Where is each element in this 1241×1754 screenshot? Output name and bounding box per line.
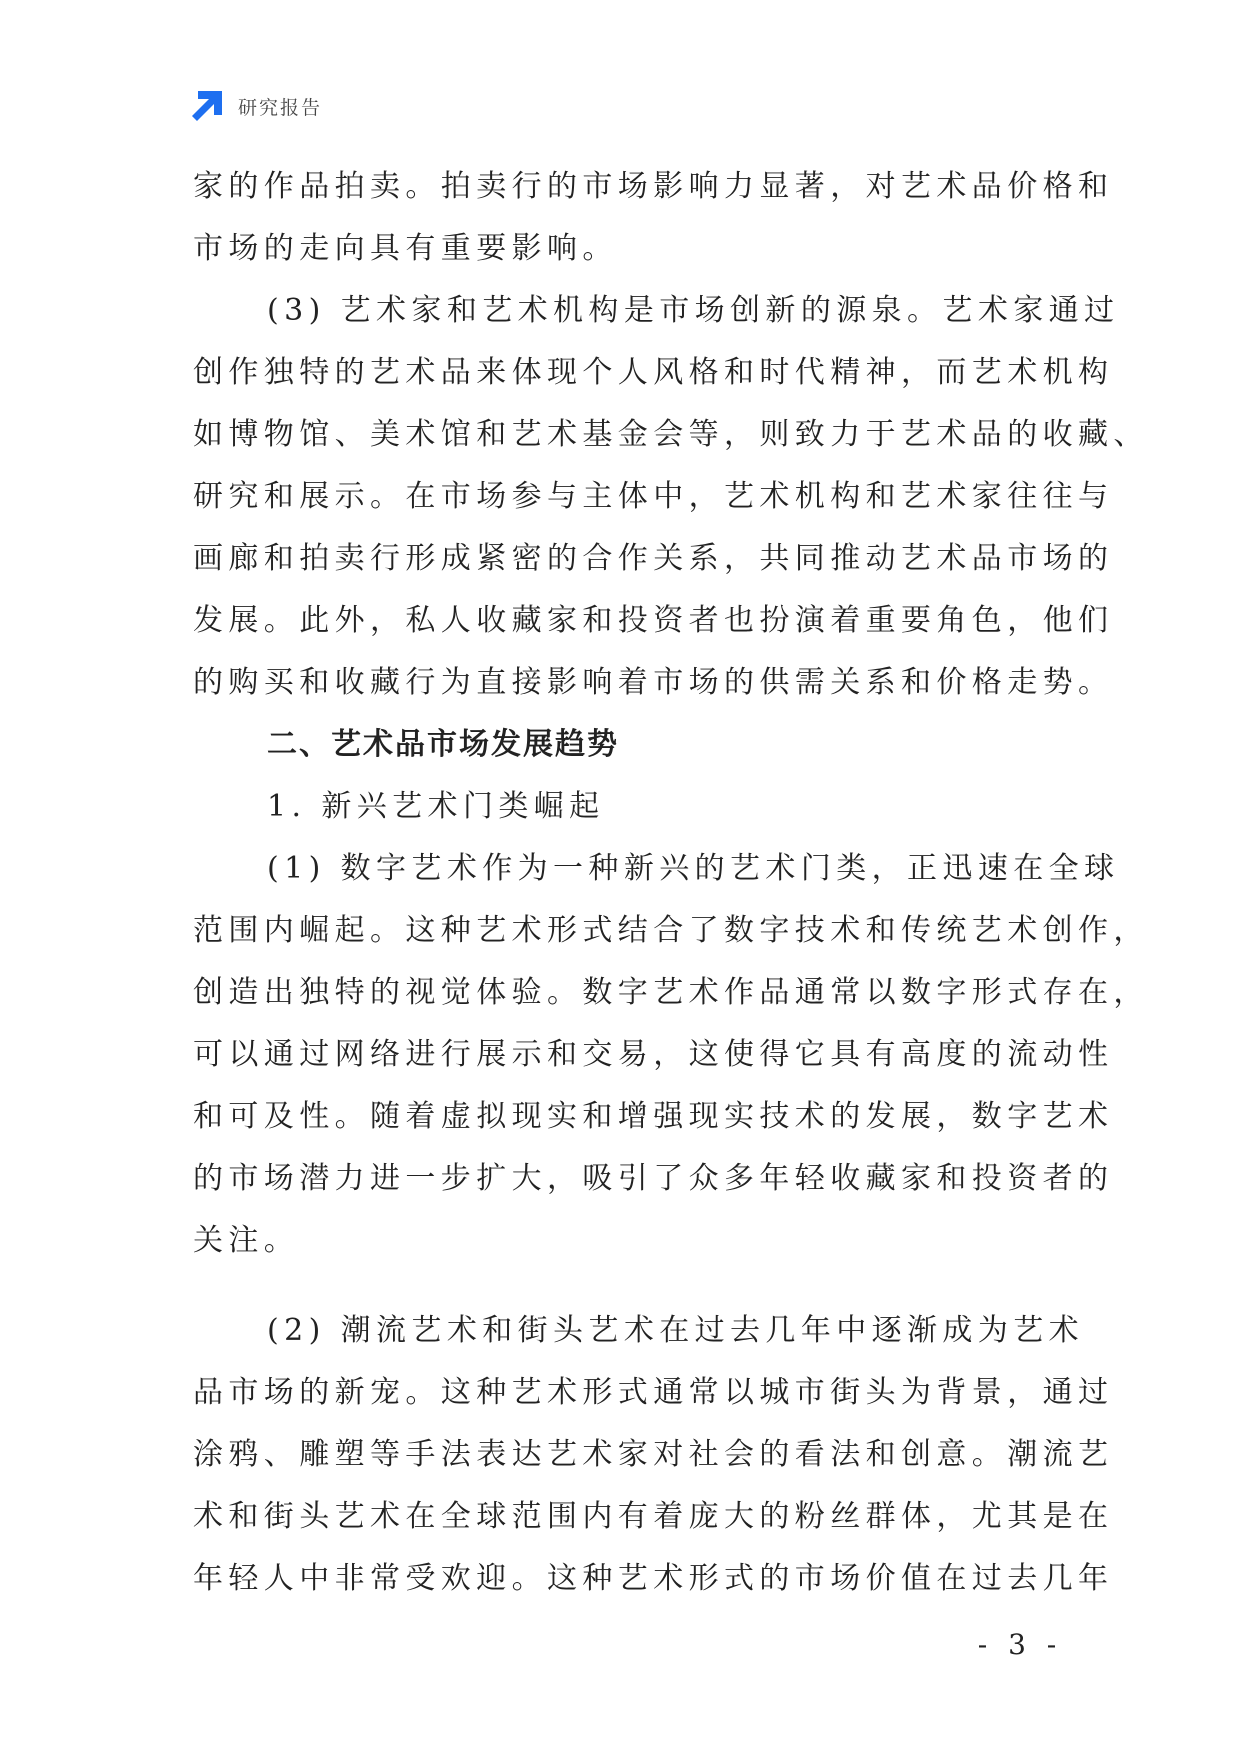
body-line: 关注。 <box>193 1223 300 1258</box>
body-line: 发展。此外，私人收藏家和投资者也扮演着重要角色，他们 <box>193 603 1114 638</box>
body-line: 的购买和收藏行为直接影响着市场的供需关系和价格走势。 <box>193 665 1114 700</box>
body-line: 如博物馆、美术馆和艺术基金会等，则致力于艺术品的收藏、 <box>193 417 1149 452</box>
body-line: 可以通过网络进行展示和交易，这使得它具有高度的流动性 <box>193 1037 1114 1072</box>
report-header <box>190 88 322 124</box>
body-line: 研究和展示。在市场参与主体中，艺术机构和艺术家往往与 <box>193 479 1114 514</box>
body-line: 市场的走向具有重要影响。 <box>193 231 618 266</box>
body-line: 创作独特的艺术品来体现个人风格和时代精神，而艺术机构 <box>193 355 1114 390</box>
body-line: 画廊和拍卖行形成紧密的合作关系，共同推动艺术品市场的 <box>193 541 1114 576</box>
subsection-heading: 1. 新兴艺术门类崛起 <box>267 789 605 824</box>
paragraph-start: (3) 艺术家和艺术机构是市场创新的源泉。艺术家通过 <box>267 293 1120 328</box>
section-heading: 二、艺术品市场发展趋势 <box>267 727 619 762</box>
body-line: 涂鸦、雕塑等手法表达艺术家对社会的看法和创意。潮流艺 <box>193 1437 1114 1472</box>
page-number: - 3 - <box>977 1628 1063 1661</box>
body-line: 年轻人中非常受欢迎。这种艺术形式的市场价值在过去几年 <box>193 1561 1114 1596</box>
body-line: 的市场潜力进一步扩大，吸引了众多年轻收藏家和投资者的 <box>193 1161 1114 1196</box>
body-line: 家的作品拍卖。拍卖行的市场影响力显著，对艺术品价格和 <box>193 169 1114 204</box>
body-line: 品市场的新宠。这种艺术形式通常以城市街头为背景，通过 <box>193 1375 1114 1410</box>
body-line: 范围内崛起。这种艺术形式结合了数字技术和传统艺术创作， <box>193 913 1149 948</box>
body-line: 术和街头艺术在全球范围内有着庞大的粉丝群体，尤其是在 <box>193 1499 1114 1534</box>
paragraph-start: (2) 潮流艺术和街头艺术在过去几年中逐渐成为艺术 <box>267 1313 1085 1348</box>
paragraph-gap <box>193 1272 1053 1300</box>
arrow-up-right-icon <box>190 89 224 123</box>
body-line: 创造出独特的视觉体验。数字艺术作品通常以数字形式存在， <box>193 975 1149 1010</box>
header-title: 研究报告 <box>238 96 323 119</box>
body-line: 和可及性。随着虚拟现实和增强现实技术的发展，数字艺术 <box>193 1099 1114 1134</box>
document-body <box>193 156 1149 1610</box>
paragraph-start: (1) 数字艺术作为一种新兴的艺术门类，正迅速在全球 <box>267 851 1120 886</box>
